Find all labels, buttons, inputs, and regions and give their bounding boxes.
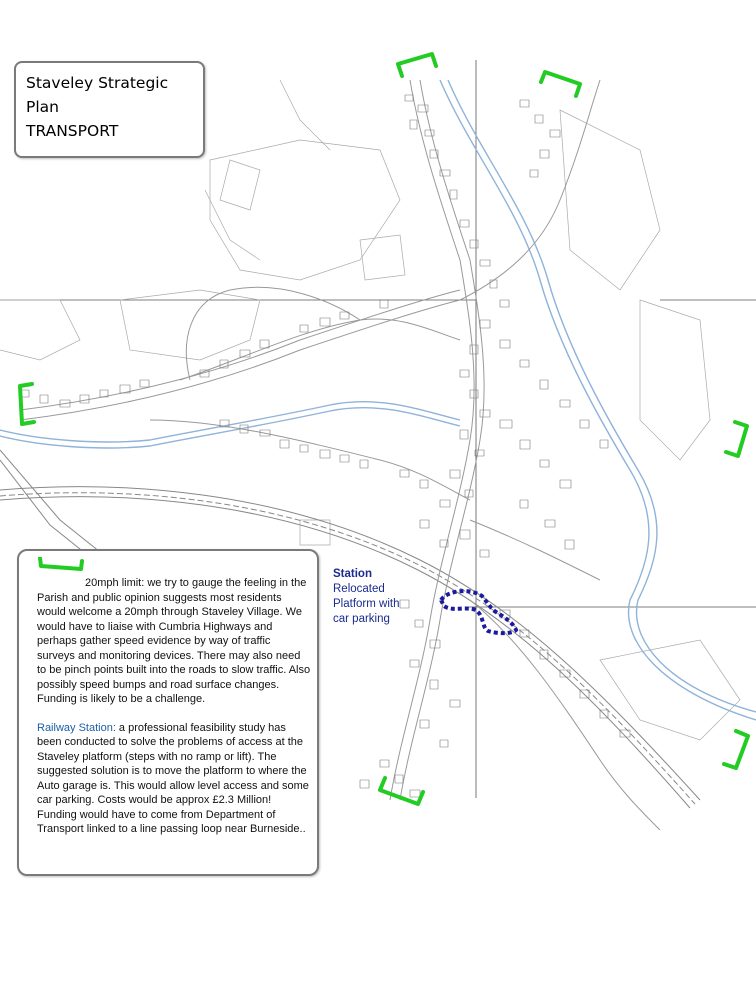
railway-paragraph — [37, 721, 311, 837]
title-line-1: Staveley Strategic — [26, 74, 169, 92]
green-bracket-icon — [37, 557, 85, 571]
boundary-marker-east — [726, 422, 747, 456]
speed-limit-text: 20mph limit: we try to gauge the feeling in the Parish and public opinion suggests most residents would welcome a 20mph through Staveley Village. We would have to liaise with Cumbria Highways and perhaps gather speed evidence by way of traffic surveys and monitoring devices. There may also need to be pinch points built into the roads to slow traffic. Also possibly speed bumps and road surface changes. Funding is likely to be a challenge. — [37, 577, 311, 705]
station-note — [333, 567, 417, 627]
boundary-marker-south-east — [724, 731, 748, 768]
railway-text: a professional feasibility study has been conducted to solve the problems of access at the Staveley platform (steps with no ramp or lift). The suggested solution is to move the platform to where the Auto garage is. This would allow level access and some car parking. Costs would be approx £2.3 Million! Funding would have to come from Department of Transport linked to a line passing loop near Burneside.. — [37, 721, 309, 835]
railway-label: Railway Station: — [37, 721, 116, 734]
station-note-heading: Station — [333, 568, 372, 580]
title-line-2: Plan — [26, 98, 59, 116]
title-line-3: TRANSPORT — [26, 122, 119, 140]
transport-info-box — [17, 549, 319, 876]
boundary-marker-north-west — [398, 54, 436, 76]
speed-limit-paragraph — [37, 576, 311, 707]
plan-title-box — [14, 61, 205, 158]
station-note-line-2: Platform with — [333, 598, 400, 610]
station-note-line-3: car parking — [333, 613, 390, 625]
boundary-marker-north-east — [541, 72, 580, 96]
station-note-line-1: Relocated — [333, 583, 385, 595]
